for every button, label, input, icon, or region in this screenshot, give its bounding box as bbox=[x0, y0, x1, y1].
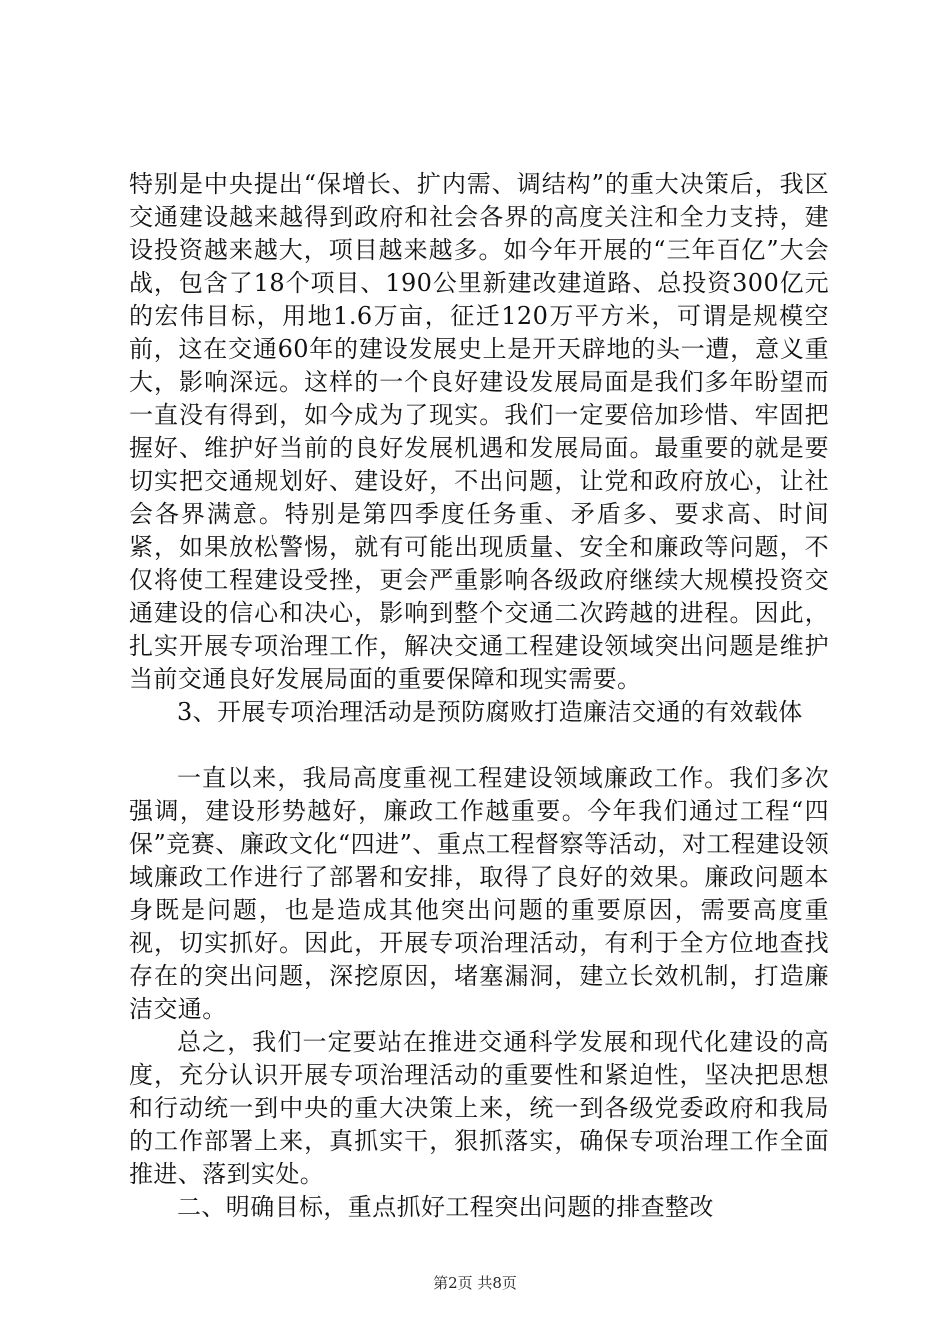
paragraph-continuation: 特别是中央提出“保增长、扩内需、调结构”的重大决策后，我区交通建设越来越得到政府和社会各界的高度关注和全力支持，建设投资越来越大，项目越来越多。如今年开展的“三年百亿”大会战，包含了18个项目、190公里新建改建道路、总投资300亿元的宏伟目标，用地1.6万亩，征迁120万平方米，可谓是规模空前，这在交通60年的建设发展史上是开天辟地的头一遭，意义重大，影响深远。这样的一个良好建设发展局面是我们多年盼望而一直没有得到，如今成为了现实。我们一定要倍加珍惜、牢固把握好、维护好当前的良好发展机遇和发展局面。最重要的就是要切实把交通规划好、建设好，不出问题，让党和政府放心，让社会各界满意。特别是第四季度任务重、矛盾多、要求高、时间紧，如果放松警惕，就有可能出现质量、安全和廉政等问题，不仅将使工程建设受挫，更会严重影响各级政府继续大规模投资交通建设的信心和决心，影响到整个交通二次跨越的进程。因此，扎实开展专项治理工作，解决交通工程建设领域突出问题是维护当前交通良好发展局面的重要保障和现实需要。 bbox=[129, 170, 829, 693]
paragraph-summary: 总之，我们一定要站在推进交通科学发展和现代化建设的高度，充分认识开展专项治理活动的重要性和紧迫性，坚决把思想和行动统一到中央的重大决策上来，统一到各级党委政府和我局的工作部署上来，真抓实干，狠抓落实，确保专项治理工作全面推进、落到实处。 bbox=[129, 1028, 829, 1188]
document-body bbox=[129, 168, 829, 1224]
section-heading-two: 二、明确目标，重点抓好工程突出问题的排查整改 bbox=[177, 1193, 714, 1221]
paragraph-gap bbox=[129, 729, 829, 762]
paragraph-integrity-work: 一直以来，我局高度重视工程建设领域廉政工作。我们多次强调，建设形势越好，廉政工作越重要。今年我们通过工程“四保”竞赛、廉政文化“四进”、重点工程督察等活动，对工程建设领域廉政工作进行了部署和安排，取得了良好的效果。廉政问题本身既是问题，也是造成其他突出问题的重要原因，需要高度重视，切实抓好。因此，开展专项治理活动，有利于全方位地查找存在的突出问题，深挖原因，堵塞漏洞，建立长效机制，打造廉洁交通。 bbox=[129, 764, 829, 1023]
section-heading-3: 3、开展专项治理活动是预防腐败打造廉洁交通的有效载体 bbox=[177, 698, 803, 726]
page-number-footer: 第2页 共8页 bbox=[433, 1274, 517, 1292]
